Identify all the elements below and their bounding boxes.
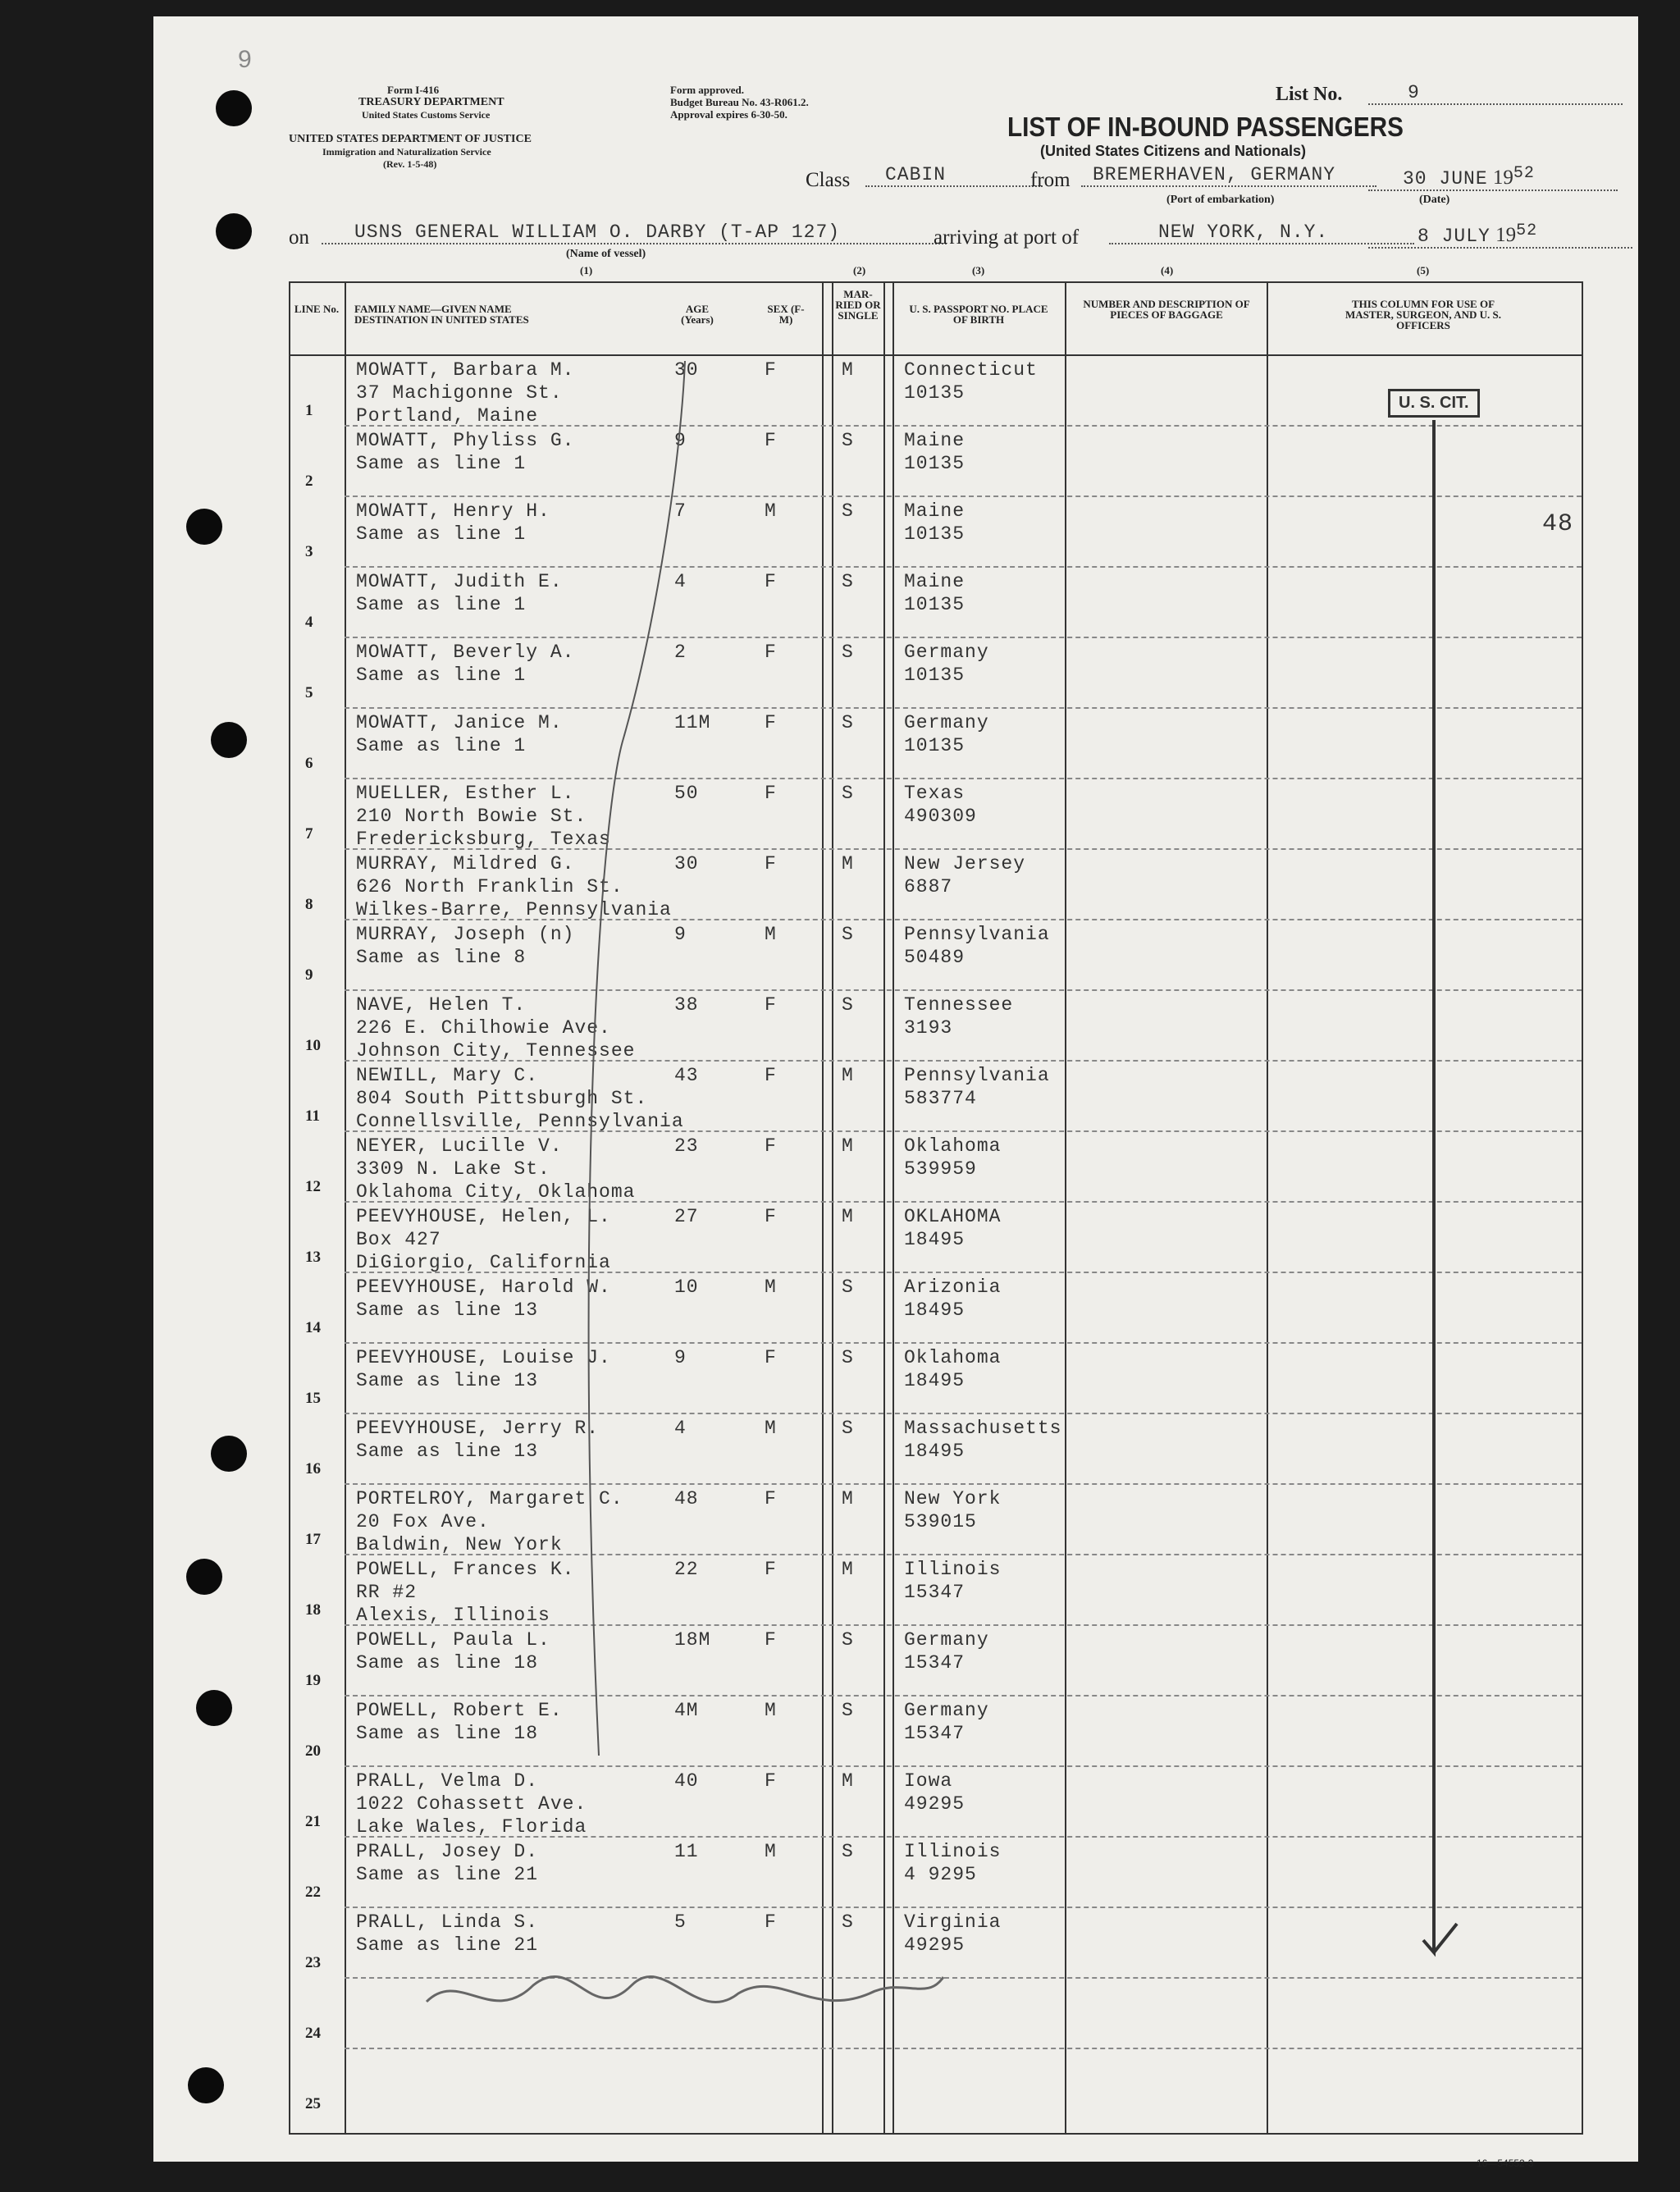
passenger-age: 48 xyxy=(674,1488,699,1509)
passenger-sex: F xyxy=(765,1488,777,1509)
header-sex: SEX (F-M) xyxy=(767,303,805,326)
col-num-5: (5) xyxy=(1417,264,1430,276)
row-divider xyxy=(345,1977,1582,1979)
address-line-1: Same as line 13 xyxy=(356,1441,539,1462)
line-number: 17 xyxy=(305,1531,321,1548)
immigration-service: Immigration and Naturalization Service xyxy=(322,146,491,158)
corner-note: 9 xyxy=(238,46,252,73)
document-title: LIST OF IN-BOUND PASSENGERS xyxy=(1007,112,1404,142)
on-label: on xyxy=(289,226,309,249)
address-line-1: 804 South Pittsburgh St. xyxy=(356,1088,648,1109)
passenger-sex: M xyxy=(765,1418,777,1439)
line-number: 13 xyxy=(305,1249,321,1266)
row-divider xyxy=(345,1765,1582,1767)
address-line-1: Same as line 1 xyxy=(356,664,527,686)
row-divider xyxy=(345,1342,1582,1344)
passenger-age: 38 xyxy=(674,994,699,1016)
passenger-sex: M xyxy=(765,1841,777,1862)
passenger-age: 11M xyxy=(674,712,711,733)
line-number: 8 xyxy=(305,896,313,913)
passport-number: 10135 xyxy=(904,453,966,474)
header-age: AGE (Years) xyxy=(681,303,714,326)
line-number: 9 xyxy=(305,966,313,984)
passenger-sex: F xyxy=(765,1911,777,1933)
place-of-birth: Oklahoma xyxy=(904,1135,1002,1157)
row-divider xyxy=(345,1907,1582,1908)
marital-status: S xyxy=(842,642,854,663)
col-num-4: (4) xyxy=(1161,264,1174,276)
passenger-sex: F xyxy=(765,1065,777,1086)
passenger-age: 2 xyxy=(674,642,687,663)
header-passport: U. S. PASSPORT NO. PLACE OF BIRTH xyxy=(909,303,1048,326)
marital-status: M xyxy=(842,1559,854,1580)
passenger-name: MURRAY, Mildred G. xyxy=(356,853,575,875)
col-num-3: (3) xyxy=(972,264,985,276)
passenger-age: 50 xyxy=(674,783,699,804)
address-line-1: 1022 Cohassett Ave. xyxy=(356,1793,587,1815)
place-of-birth: Tennessee xyxy=(904,994,1014,1016)
marital-status: S xyxy=(842,1418,854,1439)
list-no-value: 9 xyxy=(1368,82,1623,105)
marital-status: S xyxy=(842,571,854,592)
address-line-1: 210 North Bowie St. xyxy=(356,806,587,827)
passenger-sex: F xyxy=(765,1135,777,1157)
passport-number: 490309 xyxy=(904,806,977,827)
address-line-2: Alexis, Illinois xyxy=(356,1605,550,1626)
passport-number: 18495 xyxy=(904,1441,966,1462)
vessel-name: USNS GENERAL WILLIAM O. DARBY (T-AP 127) xyxy=(322,221,947,244)
col-num-1: (1) xyxy=(580,264,593,276)
passenger-sex: F xyxy=(765,1559,777,1580)
passenger-name: PEEVYHOUSE, Louise J. xyxy=(356,1347,611,1368)
passenger-name: MOWATT, Judith E. xyxy=(356,571,563,592)
passenger-sex: F xyxy=(765,642,777,663)
passport-number: 6887 xyxy=(904,876,953,897)
place-of-birth: Germany xyxy=(904,642,989,663)
passenger-name: MOWATT, Beverly A. xyxy=(356,642,575,663)
passenger-sex: M xyxy=(765,1700,777,1721)
departure-date xyxy=(1368,164,1618,191)
marital-status: M xyxy=(842,359,854,381)
passport-number: 4 9295 xyxy=(904,1864,977,1885)
address-line-1: 20 Fox Ave. xyxy=(356,1511,490,1532)
line-number: 19 xyxy=(305,1672,321,1689)
row-divider xyxy=(345,637,1582,638)
arriving-label: arriving at port of xyxy=(934,226,1080,249)
citizen-stamp: U. S. CIT. xyxy=(1388,389,1480,418)
marital-status: S xyxy=(842,430,854,451)
passenger-age: 27 xyxy=(674,1206,699,1227)
row-divider xyxy=(345,2048,1582,2049)
marital-status: S xyxy=(842,1911,854,1933)
passenger-age: 11 xyxy=(674,1841,699,1862)
place-of-birth: Arizonia xyxy=(904,1276,1002,1298)
passport-number: 15347 xyxy=(904,1582,966,1603)
address-line-1: Same as line 21 xyxy=(356,1934,539,1956)
passenger-name: NAVE, Helen T. xyxy=(356,994,527,1016)
address-line-2: Portland, Maine xyxy=(356,405,539,427)
address-line-1: Same as line 8 xyxy=(356,947,527,968)
passenger-sex: F xyxy=(765,571,777,592)
line-number: 16 xyxy=(305,1460,321,1477)
embark-caption: (Port of embarkation) xyxy=(1166,194,1275,206)
treasury-dept: TREASURY DEPARTMENT xyxy=(358,96,504,108)
line-number: 11 xyxy=(305,1107,320,1125)
passport-number: 10135 xyxy=(904,664,966,686)
passenger-name: POWELL, Frances K. xyxy=(356,1559,575,1580)
address-line-2: Wilkes-Barre, Pennsylvania xyxy=(356,899,672,920)
passenger-age: 22 xyxy=(674,1559,699,1580)
passenger-sex: F xyxy=(765,712,777,733)
passenger-name: MURRAY, Joseph (n) xyxy=(356,924,575,945)
passenger-age: 9 xyxy=(674,1347,687,1368)
line-number: 21 xyxy=(305,1813,321,1830)
date-caption: (Date) xyxy=(1419,194,1450,206)
marital-status: S xyxy=(842,1700,854,1721)
address-line-2: Johnson City, Tennessee xyxy=(356,1040,636,1062)
marital-status: M xyxy=(842,1206,854,1227)
marital-status: S xyxy=(842,924,854,945)
binder-hole xyxy=(216,90,252,126)
passenger-age: 5 xyxy=(674,1911,687,1933)
address-line-2: Baldwin, New York xyxy=(356,1534,563,1555)
line-number: 25 xyxy=(305,2095,321,2112)
row-divider xyxy=(345,778,1582,779)
row-divider xyxy=(345,495,1582,497)
line-number: 2 xyxy=(305,473,313,490)
passenger-name: POWELL, Robert E. xyxy=(356,1700,563,1721)
place-of-birth: Texas xyxy=(904,783,966,804)
address-line-1: 226 E. Chilhowie Ave. xyxy=(356,1017,611,1039)
passport-number: 10135 xyxy=(904,594,966,615)
passenger-age: 18M xyxy=(674,1629,711,1651)
binder-hole xyxy=(188,2067,224,2103)
passenger-age: 40 xyxy=(674,1770,699,1792)
marital-status: S xyxy=(842,1276,854,1298)
line-number: 4 xyxy=(305,614,313,631)
line-number: 20 xyxy=(305,1742,321,1760)
passport-number: 3193 xyxy=(904,1017,953,1039)
passenger-sex: F xyxy=(765,359,777,381)
passenger-name: PEEVYHOUSE, Jerry R. xyxy=(356,1418,600,1439)
passenger-age: 4M xyxy=(674,1700,699,1721)
line-number: 5 xyxy=(305,684,313,701)
passenger-age: 30 xyxy=(674,853,699,875)
place-of-birth: Oklahoma xyxy=(904,1347,1002,1368)
form-approved: Form approved. xyxy=(670,84,745,96)
address-line-1: Same as line 1 xyxy=(356,735,527,756)
passport-number: 18495 xyxy=(904,1299,966,1321)
passenger-name: MOWATT, Phyliss G. xyxy=(356,430,575,451)
passport-number: 10135 xyxy=(904,735,966,756)
passenger-age: 43 xyxy=(674,1065,699,1086)
place-of-birth: Germany xyxy=(904,712,989,733)
address-line-1: Same as line 18 xyxy=(356,1723,539,1744)
place-of-birth: Virginia xyxy=(904,1911,1002,1933)
passenger-age: 9 xyxy=(674,430,687,451)
line-number: 18 xyxy=(305,1601,321,1619)
address-line-1: Same as line 21 xyxy=(356,1864,539,1885)
passenger-name: PEEVYHOUSE, Helen, L. xyxy=(356,1206,611,1227)
address-line-1: Same as line 13 xyxy=(356,1299,539,1321)
place-of-birth: Maine xyxy=(904,430,966,451)
margin-count: 48 xyxy=(1542,510,1574,538)
address-line-1: RR #2 xyxy=(356,1582,418,1603)
place-of-birth: Germany xyxy=(904,1700,989,1721)
passenger-age: 30 xyxy=(674,359,699,381)
passport-number: 10135 xyxy=(904,382,966,404)
marital-status: M xyxy=(842,1065,854,1086)
marital-status: M xyxy=(842,1488,854,1509)
passenger-name: MUELLER, Esther L. xyxy=(356,783,575,804)
header-officers: THIS COLUMN FOR USE OF MASTER, SURGEON, AND U. S. OFFICERS xyxy=(1345,298,1501,331)
passenger-age: 4 xyxy=(674,1418,687,1439)
line-number: 14 xyxy=(305,1319,321,1336)
binder-hole xyxy=(216,213,252,249)
passenger-name: MOWATT, Barbara M. xyxy=(356,359,575,381)
passport-number: 10135 xyxy=(904,523,966,545)
address-line-2: DiGiorgio, California xyxy=(356,1252,611,1273)
place-of-birth: Illinois xyxy=(904,1841,1002,1862)
marital-status: S xyxy=(842,712,854,733)
passenger-name: MOWATT, Henry H. xyxy=(356,500,550,522)
justice-dept: UNITED STATES DEPARTMENT OF JUSTICE xyxy=(289,133,532,145)
header-baggage: NUMBER AND DESCRIPTION OF PIECES OF BAGGAGE xyxy=(1083,298,1250,321)
passport-number: 49295 xyxy=(904,1793,966,1815)
passport-number: 49295 xyxy=(904,1934,966,1956)
budget-bureau: Budget Bureau No. 43-R061.2. xyxy=(670,96,809,108)
from-label: from xyxy=(1030,169,1071,191)
passenger-sex: F xyxy=(765,994,777,1016)
binder-hole xyxy=(186,509,222,545)
passenger-name: PRALL, Josey D. xyxy=(356,1841,539,1862)
passenger-sex: F xyxy=(765,430,777,451)
year-suffix: 52 xyxy=(1513,164,1535,183)
address-line-1: Same as line 1 xyxy=(356,453,527,474)
class-label: Class xyxy=(806,169,851,191)
arrival-port: NEW YORK, N.Y. xyxy=(1109,221,1414,244)
passenger-name: NEWILL, Mary C. xyxy=(356,1065,539,1086)
passenger-sex: F xyxy=(765,1629,777,1651)
arrival-date xyxy=(1368,221,1632,249)
line-number: 24 xyxy=(305,2025,321,2042)
passenger-age: 9 xyxy=(674,924,687,945)
header-married: MAR-RIED OR SINGLE xyxy=(835,288,881,322)
col-num-2: (2) xyxy=(853,264,866,276)
arrival-year-prefix: 19 xyxy=(1495,224,1517,246)
address-line-1: Same as line 18 xyxy=(356,1652,539,1674)
address-line-1: 3309 N. Lake St. xyxy=(356,1158,550,1180)
passenger-sex: F xyxy=(765,1347,777,1368)
line-number: 23 xyxy=(305,1954,321,1971)
row-divider xyxy=(345,989,1582,991)
address-line-1: 37 Machigonne St. xyxy=(356,382,563,404)
address-line-1: Same as line 1 xyxy=(356,594,527,615)
passport-number: 50489 xyxy=(904,947,966,968)
passenger-sex: F xyxy=(765,783,777,804)
marital-status: M xyxy=(842,1770,854,1792)
binder-hole xyxy=(186,1559,222,1595)
from-value: BREMERHAVEN, GERMANY xyxy=(1081,164,1376,187)
approval-expires: Approval expires 6-30-50. xyxy=(670,108,788,121)
passenger-name: NEYER, Lucille V. xyxy=(356,1135,563,1157)
list-no-label: List No. xyxy=(1276,84,1343,105)
marital-status: S xyxy=(842,1841,854,1862)
passenger-age: 10 xyxy=(674,1276,699,1298)
row-divider xyxy=(345,1695,1582,1697)
passport-number: 18495 xyxy=(904,1229,966,1250)
passenger-sex: F xyxy=(765,1770,777,1792)
passport-number: 15347 xyxy=(904,1723,966,1744)
marital-status: S xyxy=(842,783,854,804)
address-line-1: Same as line 13 xyxy=(356,1370,539,1391)
place-of-birth: Pennsylvania xyxy=(904,924,1050,945)
binder-hole xyxy=(211,1436,247,1472)
row-divider xyxy=(345,1483,1582,1485)
address-line-1: 626 North Franklin St. xyxy=(356,876,623,897)
passenger-sex: F xyxy=(765,1206,777,1227)
line-number: 7 xyxy=(305,825,313,843)
line-number: 10 xyxy=(305,1037,321,1054)
customs-service: United States Customs Service xyxy=(362,109,491,121)
passenger-age: 7 xyxy=(674,500,687,522)
place-of-birth: New Jersey xyxy=(904,853,1026,875)
passenger-name: POWELL, Paula L. xyxy=(356,1629,550,1651)
address-line-2: Fredericksburg, Texas xyxy=(356,829,611,850)
binder-hole xyxy=(196,1690,232,1726)
place-of-birth: Maine xyxy=(904,500,966,522)
row-divider xyxy=(345,1413,1582,1414)
passenger-name: MOWATT, Janice M. xyxy=(356,712,563,733)
marital-status: S xyxy=(842,1347,854,1368)
passport-number: 18495 xyxy=(904,1370,966,1391)
passport-number: 583774 xyxy=(904,1088,977,1109)
vessel-caption: (Name of vessel) xyxy=(566,248,646,260)
place-of-birth: Iowa xyxy=(904,1770,953,1792)
passport-number: 539015 xyxy=(904,1511,977,1532)
year-prefix: 19 xyxy=(1492,167,1513,189)
address-line-1: Box 427 xyxy=(356,1229,441,1250)
passenger-name: PEEVYHOUSE, Harold W. xyxy=(356,1276,611,1298)
passenger-age: 4 xyxy=(674,571,687,592)
place-of-birth: Connecticut xyxy=(904,359,1038,381)
form-number: Form I-416 xyxy=(387,84,440,96)
arrival-year-suffix: 52 xyxy=(1516,221,1538,240)
line-number: 22 xyxy=(305,1884,321,1901)
marital-status: S xyxy=(842,500,854,522)
document-subtitle: (United States Citizens and Nationals) xyxy=(1040,143,1307,159)
passenger-name: PRALL, Velma D. xyxy=(356,1770,539,1792)
passenger-name: PRALL, Linda S. xyxy=(356,1911,539,1933)
address-line-2: Oklahoma City, Oklahoma xyxy=(356,1181,636,1203)
class-value: CABIN xyxy=(865,164,1043,187)
place-of-birth: Maine xyxy=(904,571,966,592)
form-code: 16—54552-3 xyxy=(1477,2158,1534,2169)
passenger-sex: F xyxy=(765,853,777,875)
passenger-sex: M xyxy=(765,1276,777,1298)
passenger-sex: M xyxy=(765,500,777,522)
address-line-1: Same as line 1 xyxy=(356,523,527,545)
marital-status: S xyxy=(842,994,854,1016)
passport-number: 15347 xyxy=(904,1652,966,1674)
marital-status: M xyxy=(842,853,854,875)
passenger-name: PORTELROY, Margaret C. xyxy=(356,1488,623,1509)
place-of-birth: Germany xyxy=(904,1629,989,1651)
place-of-birth: Pennsylvania xyxy=(904,1065,1050,1086)
place-of-birth: OKLAHOMA xyxy=(904,1206,1002,1227)
header-name: FAMILY NAME—GIVEN NAME DESTINATION IN UNITED STATES xyxy=(354,303,529,326)
departure-day: 30 JUNE xyxy=(1403,168,1488,190)
place-of-birth: Illinois xyxy=(904,1559,1002,1580)
address-line-2: Lake Wales, Florida xyxy=(356,1816,587,1838)
place-of-birth: Massachusetts xyxy=(904,1418,1062,1439)
address-line-2: Connellsville, Pennsylvania xyxy=(356,1111,684,1132)
place-of-birth: New York xyxy=(904,1488,1002,1509)
header-line-no: LINE No. xyxy=(294,303,340,315)
line-number: 12 xyxy=(305,1178,321,1195)
arrival-day: 8 JULY xyxy=(1418,226,1491,247)
line-number: 6 xyxy=(305,755,313,772)
line-number: 3 xyxy=(305,543,313,560)
marital-status: S xyxy=(842,1629,854,1651)
row-divider xyxy=(345,707,1582,709)
marital-status: M xyxy=(842,1135,854,1157)
passenger-age: 23 xyxy=(674,1135,699,1157)
line-number: 15 xyxy=(305,1390,321,1407)
line-number: 1 xyxy=(305,402,313,419)
revision: (Rev. 1-5-48) xyxy=(383,158,437,170)
binder-hole xyxy=(211,722,247,758)
passenger-sex: M xyxy=(765,924,777,945)
passport-number: 539959 xyxy=(904,1158,977,1180)
row-divider xyxy=(345,566,1582,568)
